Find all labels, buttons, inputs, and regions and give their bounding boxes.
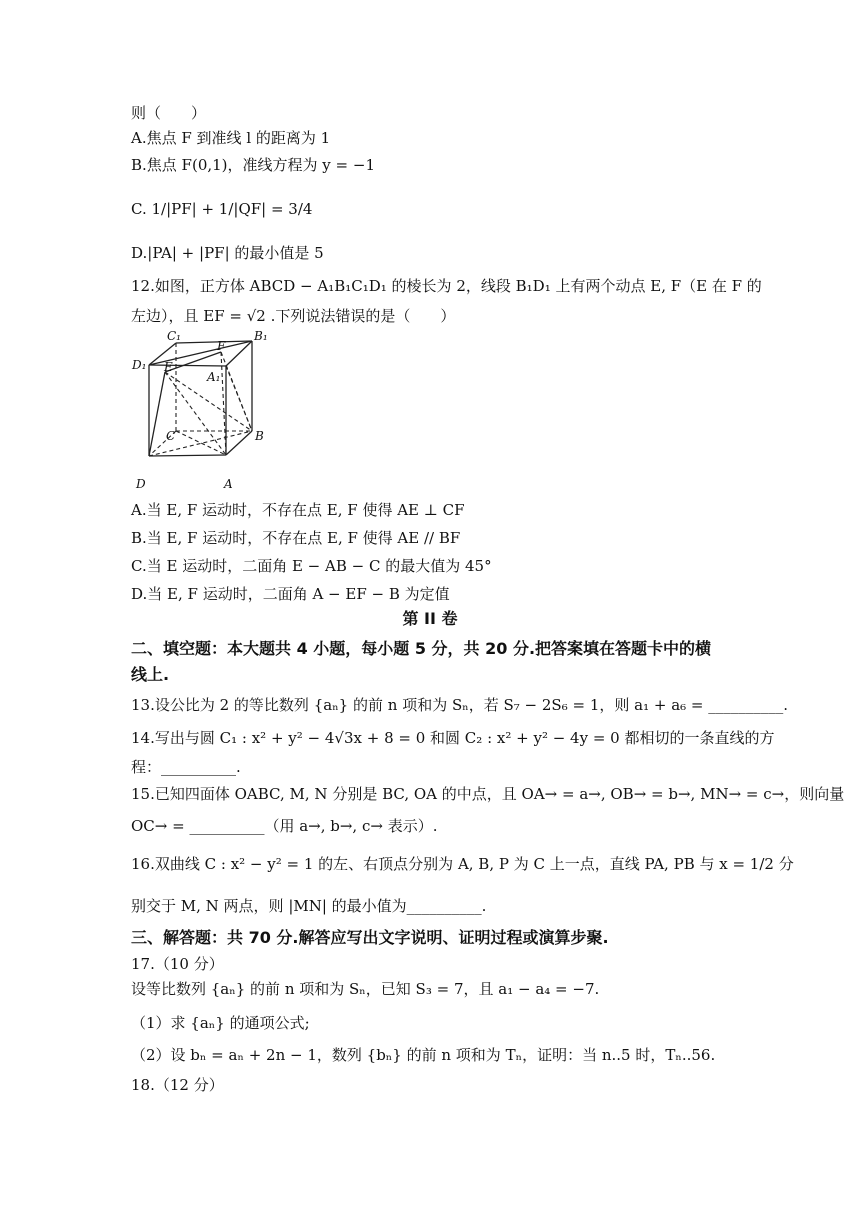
q15-line2: OC→ = __________（用 a→, b→, c→ 表示）. — [131, 817, 438, 835]
q12-stem-line1: 12.如图，正方体 ABCD − A₁B₁C₁D₁ 的棱长为 2，线段 B₁D₁ 上有两个动点 E, F（E 在 F 的 — [131, 277, 762, 295]
q18-score: 18.（12 分） — [131, 1076, 224, 1094]
q11-option-d: D.|PA| + |PF| 的最小值是 5 — [131, 244, 324, 262]
label-a: A — [224, 477, 233, 490]
q11-option-a: A.焦点 F 到准线 l 的距离为 1 — [131, 129, 331, 147]
part2-title: 第 II 卷 — [402, 609, 458, 628]
section2-line1: 二、填空题：本大题共 4 小题，每小题 5 分，共 20 分.把答案填在答题卡中的横 — [131, 639, 712, 658]
q17-score: 17.（10 分） — [131, 955, 224, 973]
label-f: F — [217, 339, 226, 353]
q15-line1: 15.已知四面体 OABC, M, N 分别是 BC, OA 的中点，且 OA→ = a→, OB→ = b→, MN→ = c→，则向量 — [131, 785, 845, 803]
q16-line1: 16.双曲线 C : x² − y² = 1 的左、右顶点分别为 A, B, P 为 C 上一点，直线 PA, PB 与 x = 1/2 分 — [131, 855, 794, 873]
q12-option-c: C.当 E 运动时，二面角 E − AB − C 的最大值为 45° — [131, 557, 492, 575]
q12-option-d: D.当 E, F 运动时，二面角 A − EF − B 为定值 — [131, 585, 450, 603]
q11-stem-end: 则（ ） — [131, 104, 207, 122]
label-c1: C₁ — [167, 329, 181, 343]
q13: 13.设公比为 2 的等比数列 {aₙ} 的前 n 项和为 Sₙ，若 S₇ − 2S₆ = 1，则 a₁ + a₆ = __________. — [131, 696, 789, 714]
section2-line2: 线上. — [131, 665, 170, 684]
q17-part2: （2）设 bₙ = aₙ + 2n − 1，数列 {bₙ} 的前 n 项和为 Tₙ，证明：当 n..5 时，Tₙ..56. — [131, 1046, 716, 1064]
q12-option-b: B.当 E, F 运动时，不存在点 E, F 使得 AE // BF — [131, 529, 461, 547]
label-a1: A₁ — [207, 370, 221, 384]
label-e: E — [164, 360, 173, 374]
label-d1: D₁ — [132, 358, 147, 372]
cube-figure — [131, 326, 281, 490]
q12-stem-line2: 左边），且 EF = √2 .下列说法错误的是（ ） — [131, 307, 456, 325]
label-b: B — [255, 429, 264, 443]
q17-stem: 设等比数列 {aₙ} 的前 n 项和为 Sₙ，已知 S₃ = 7，且 a₁ − a₄ = −7. — [131, 980, 600, 998]
section3-heading: 三、解答题：共 70 分.解答应写出文字说明、证明过程或演算步聚. — [131, 928, 609, 947]
q14-line1: 14.写出与圆 C₁ : x² + y² − 4√3x + 8 = 0 和圆 C₂ : x² + y² − 4y = 0 都相切的一条直线的方 — [131, 729, 775, 747]
q11-option-c: C. 1/|PF| + 1/|QF| = 3/4 — [131, 200, 313, 218]
q14-line2: 程：__________. — [131, 758, 241, 776]
label-b1: B₁ — [254, 329, 268, 343]
label-c: C — [166, 429, 176, 443]
label-d: D — [136, 477, 146, 490]
q12-option-a: A.当 E, F 运动时，不存在点 E, F 使得 AE ⊥ CF — [131, 501, 465, 519]
q11-option-b: B.焦点 F(0,1)，准线方程为 y = −1 — [131, 156, 375, 174]
q16-line2: 别交于 M, N 两点，则 |MN| 的最小值为__________. — [131, 897, 487, 915]
q17-part1: （1）求 {aₙ} 的通项公式; — [131, 1014, 310, 1032]
